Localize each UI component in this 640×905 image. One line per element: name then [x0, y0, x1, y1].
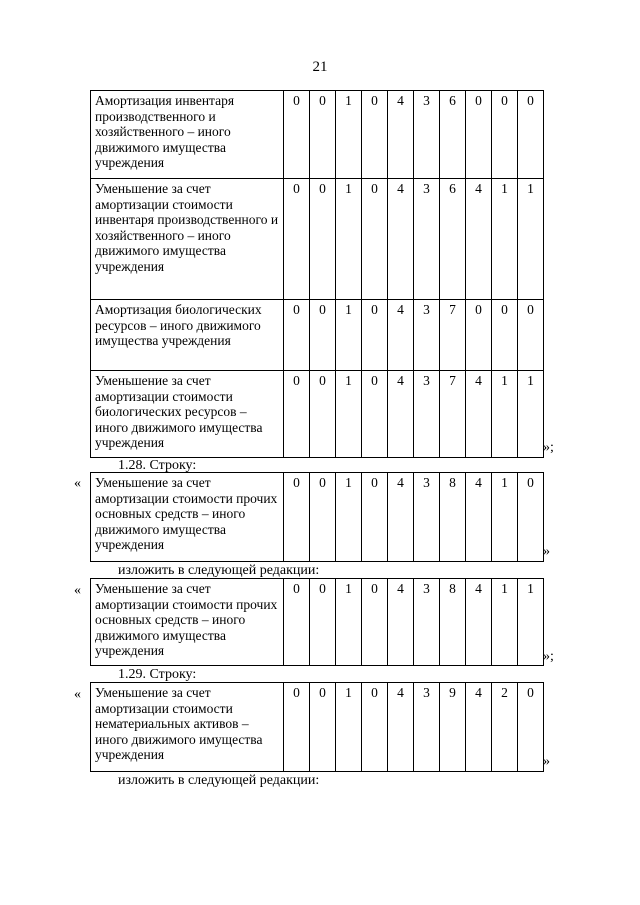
code-digit: 1 [336, 91, 362, 179]
code-digit: 1 [518, 179, 544, 300]
code-digit: 3 [414, 300, 440, 371]
code-digit: 0 [310, 473, 336, 562]
code-digit: 0 [310, 300, 336, 371]
code-digit: 4 [388, 683, 414, 772]
code-digit: 0 [310, 91, 336, 179]
row-description: Уменьшение за счет амортизации стоимости биологических ресурсов – иного движимого имущества учреждения [91, 371, 284, 458]
code-digit: 0 [362, 179, 388, 300]
code-digit: 1 [336, 683, 362, 772]
code-digit: 4 [388, 473, 414, 562]
code-digit: 3 [414, 683, 440, 772]
page-number: 21 [312, 59, 328, 75]
table-row [91, 683, 544, 772]
code-digit: 8 [440, 579, 466, 666]
closing-quote: »; [543, 440, 554, 455]
code-digit: 3 [414, 579, 440, 666]
code-digit: 0 [362, 371, 388, 458]
row-description: Уменьшение за счет амортизации стоимости прочих основных средств – иного движимого имущества учреждения [91, 473, 284, 562]
code-digit: 7 [440, 371, 466, 458]
opening-quote: « [74, 687, 81, 702]
code-digit: 1 [336, 473, 362, 562]
code-digit: 4 [388, 579, 414, 666]
code-digit: 1 [336, 300, 362, 371]
code-digit: 4 [388, 371, 414, 458]
code-digit: 4 [388, 91, 414, 179]
account-table-3 [90, 578, 544, 666]
code-digit: 0 [362, 683, 388, 772]
closing-quote: »; [543, 649, 554, 664]
code-digit: 6 [440, 91, 466, 179]
opening-quote: « [74, 583, 81, 598]
code-digit: 0 [492, 300, 518, 371]
closing-quote: » [543, 754, 550, 769]
code-digit: 8 [440, 473, 466, 562]
code-digit: 0 [518, 473, 544, 562]
table-row [91, 91, 544, 179]
code-digit: 4 [466, 683, 492, 772]
code-digit: 0 [310, 371, 336, 458]
code-digit: 0 [362, 300, 388, 371]
code-digit: 0 [284, 473, 310, 562]
code-digit: 0 [310, 683, 336, 772]
code-digit: 0 [284, 91, 310, 179]
code-digit: 1 [518, 579, 544, 666]
code-digit: 4 [388, 300, 414, 371]
code-digit: 0 [284, 683, 310, 772]
table-row [91, 579, 544, 666]
edit-instruction: изложить в следующей редакции: [118, 563, 320, 578]
code-digit: 4 [466, 371, 492, 458]
account-table-4 [90, 682, 544, 772]
code-digit: 0 [284, 179, 310, 300]
code-digit: 0 [310, 179, 336, 300]
code-digit: 1 [492, 473, 518, 562]
code-digit: 0 [310, 579, 336, 666]
table-row [91, 179, 544, 300]
code-digit: 0 [466, 300, 492, 371]
code-digit: 0 [362, 91, 388, 179]
item-1-28-label: 1.28. Строку: [118, 458, 197, 473]
code-digit: 0 [518, 91, 544, 179]
account-table-2 [90, 472, 544, 562]
table-row [91, 300, 544, 371]
code-digit: 3 [414, 371, 440, 458]
code-digit: 3 [414, 473, 440, 562]
code-digit: 4 [466, 579, 492, 666]
code-digit: 4 [388, 179, 414, 300]
code-digit: 0 [362, 473, 388, 562]
code-digit: 3 [414, 179, 440, 300]
item-1-29-label: 1.29. Строку: [118, 667, 197, 682]
code-digit: 1 [492, 371, 518, 458]
code-digit: 6 [440, 179, 466, 300]
code-digit: 2 [492, 683, 518, 772]
edit-instruction: изложить в следующей редакции: [118, 773, 320, 788]
closing-quote: » [543, 544, 550, 559]
code-digit: 7 [440, 300, 466, 371]
code-digit: 1 [336, 371, 362, 458]
table-row [91, 371, 544, 458]
code-digit: 1 [336, 179, 362, 300]
code-digit: 1 [518, 371, 544, 458]
code-digit: 4 [466, 473, 492, 562]
code-digit: 3 [414, 91, 440, 179]
code-digit: 1 [492, 179, 518, 300]
account-table-1 [90, 90, 544, 458]
row-description: Уменьшение за счет амортизации стоимости инвентаря производственного и хозяйственного – иного движимого имущества учреждения [91, 179, 284, 300]
code-digit: 0 [362, 579, 388, 666]
code-digit: 0 [518, 683, 544, 772]
code-digit: 0 [284, 300, 310, 371]
code-digit: 0 [518, 300, 544, 371]
row-description: Уменьшение за счет амортизации стоимости прочих основных средств – иного движимого имущества учреждения [91, 579, 284, 666]
code-digit: 1 [336, 579, 362, 666]
code-digit: 0 [466, 91, 492, 179]
code-digit: 1 [492, 579, 518, 666]
row-description: Амортизация инвентаря производственного и хозяйственного – иного движимого имущества учреждения [91, 91, 284, 179]
row-description: Уменьшение за счет амортизации стоимости нематериальных активов – иного движимого имущества учреждения [91, 683, 284, 772]
code-digit: 9 [440, 683, 466, 772]
table-row [91, 473, 544, 562]
code-digit: 0 [284, 579, 310, 666]
code-digit: 4 [466, 179, 492, 300]
code-digit: 0 [492, 91, 518, 179]
opening-quote: « [74, 476, 81, 491]
code-digit: 0 [284, 371, 310, 458]
row-description: Амортизация биологических ресурсов – иного движимого имущества учреждения [91, 300, 284, 371]
